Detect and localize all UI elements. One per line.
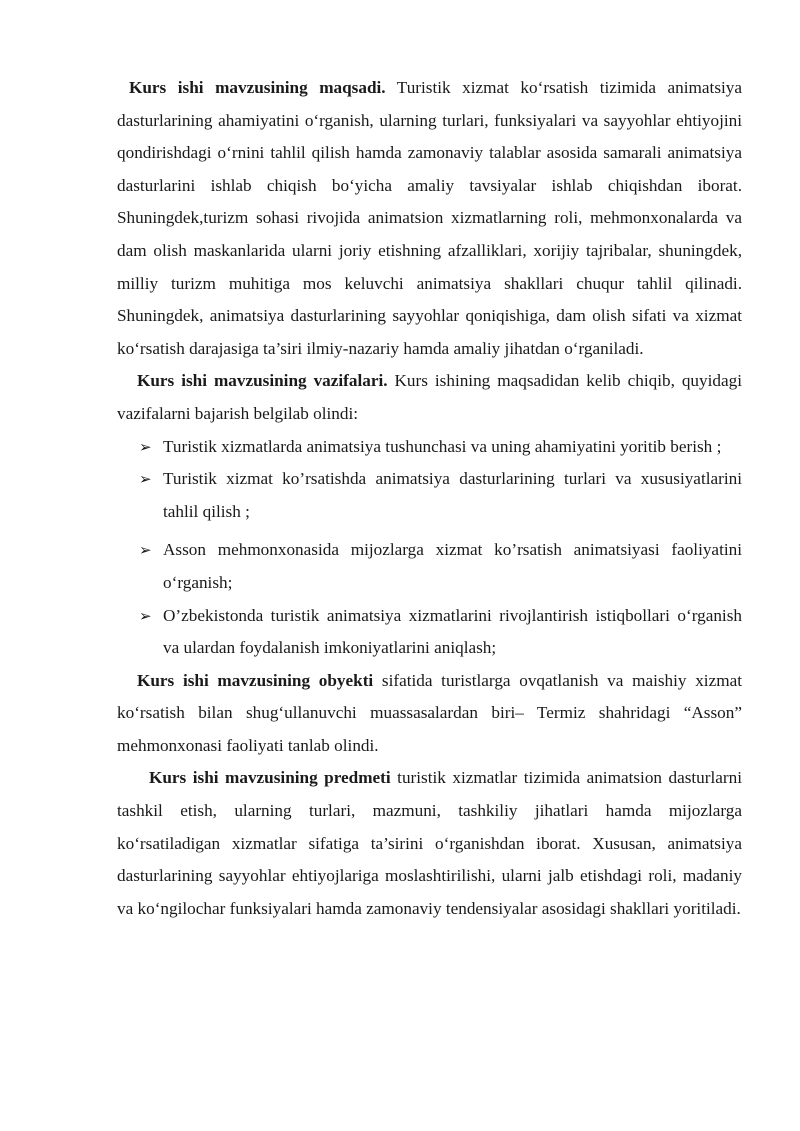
tasks-text: Kurs ishining maqsadidan kelib chiqib, quyidagi vazifalarni bajarish belgilab olindi: — [117, 371, 742, 423]
tasks-heading: Kurs ishi mavzusining vazifalari. — [137, 371, 388, 391]
subject-paragraph — [117, 762, 742, 925]
tasks-paragraph — [117, 365, 742, 430]
goal-heading: Kurs ishi mavzusining maqsadi. — [129, 78, 386, 97]
arrow-bullet-icon: ➢ — [139, 606, 152, 625]
goal-paragraph — [117, 72, 742, 365]
list-item-text: Asson mehmonxonasida mijozlarga xizmat ko’rsatish animatsiyasi faoliyatini o‘rganish; — [163, 540, 742, 592]
subject-text: turistik xizmatlar tizimida animatsion dasturlarni tashkil etish, ularning turlari, mazmuni, tashkiliy jihatlari hamda mijozlarga ko‘rsatiladigan xizmatlar sifatiga ta’sirini o‘rganishdan iborat. Xususan, animatsiya dasturlarining sayyohlar ehtiyojlariga moslashtirilishi, ularni jalb etishdagi roli, madaniy va ko‘ngilochar funksiyalari hamda zamonaviy tendensiyalar asosidagi shakllari yoritiladi. — [117, 768, 742, 918]
document-page — [117, 72, 742, 925]
tasks-list — [117, 431, 742, 665]
list-item-text: Turistik xizmat ko’rsatishda animatsiya dasturlarining turlari va xususiyatlarini tahlil qilish ; — [163, 469, 742, 521]
subject-heading: Kurs ishi mavzusining predmeti — [149, 768, 391, 788]
arrow-bullet-icon: ➢ — [139, 541, 152, 560]
list-item-text: Turistik xizmatlarda animatsiya tushunchasi va uning ahamiyatini yoritib berish ; — [163, 436, 722, 456]
list-item — [117, 600, 742, 665]
list-item — [117, 431, 742, 464]
object-paragraph — [117, 665, 742, 763]
arrow-bullet-icon: ➢ — [139, 470, 152, 489]
list-item — [117, 534, 742, 599]
list-item — [117, 463, 742, 528]
list-item-text: O’zbekistonda turistik animatsiya xizmatlarini rivojlantirish istiqbollari o‘rganish va ulardan foydalanish imkoniyatlarini aniqlash; — [163, 605, 742, 658]
arrow-bullet-icon: ➢ — [139, 437, 152, 456]
object-text: sifatida turistlarga ovqatlanish va maishiy xizmat ko‘rsatish bilan shug‘ullanuvchi muassasalardan biri– Termiz shahridagi “Asson” mehmonxonasi faoliyati tanlab olindi. — [117, 670, 742, 755]
goal-text: Turistik xizmat ko‘rsatish tizimida animatsiya dasturlarining ahamiyatini o‘rganish, ularning turlari, funksiyalari va sayyohlar ehtiyojini qondirishdagi o‘rnini tahlil qilish hamda zamonaviy talablar asosida samarali animatsiya dasturlarini ishlab chiqish bo‘yicha amaliy tavsiyalar ishlab chiqishdan iborat. Shuningdek,turizm sohasi rivojida animatsion xizmatlarning roli, mehmonxonalarda va dam olish maskanlarida ularni joriy etishning afzalliklari, xorijiy tajribalar, shuningdek, milliy turizm muhitiga mos keluvchi animatsiya shakllari chuqur tahlil qilinadi. Shuningdek, animatsiya dasturlarining sayyohlar qoniqishiga, dam olish sifati va xizmat ko‘rsatish darajasiga ta’siri ilmiy-nazariy hamda amaliy jihatdan o‘rganiladi. — [117, 78, 743, 358]
object-heading: Kurs ishi mavzusining obyekti — [137, 670, 374, 690]
